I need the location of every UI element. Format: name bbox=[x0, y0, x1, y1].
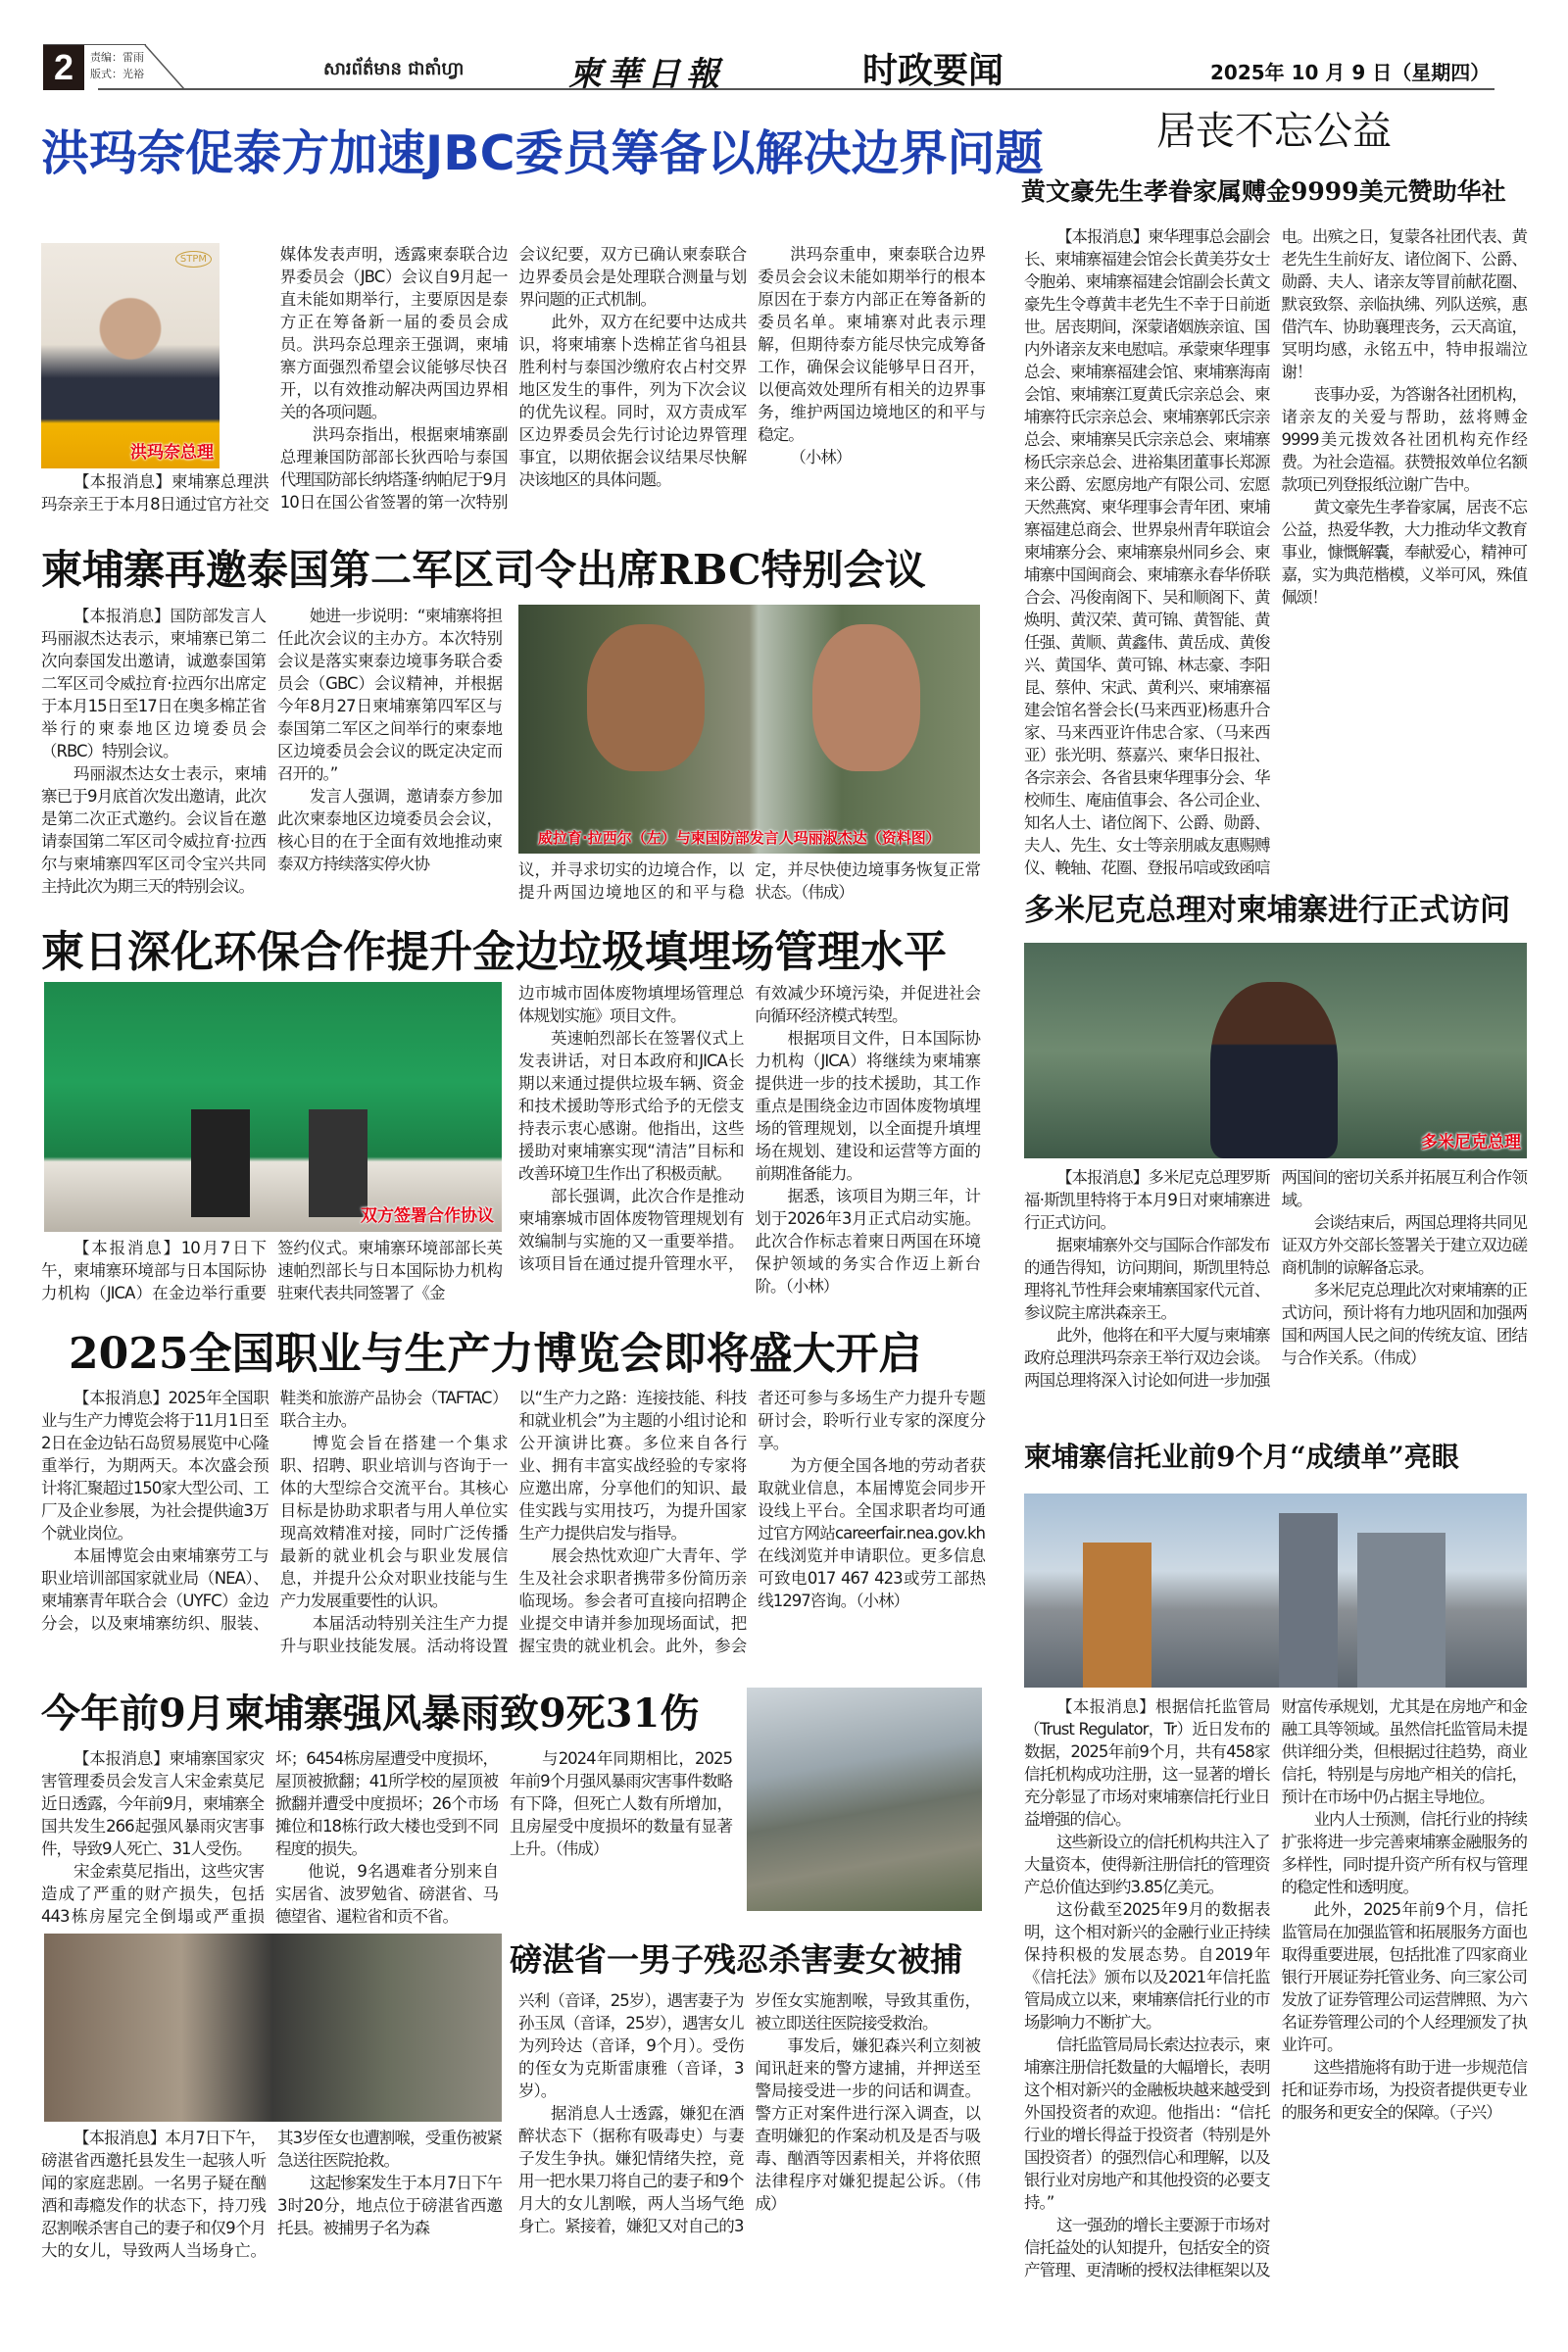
section-title: 时政要闻 bbox=[862, 51, 1004, 91]
article-paragraph: 会谈结束后，两国总理将共同见证双方外交部长签署关于建立双边磋商机制的谅解备忘录。 bbox=[1281, 1213, 1527, 1277]
article-paragraph: 部长强调，此次合作是推动柬埔寨城市固体废物管理规划有效编制与实施的又一重要举措。该项目旨在通过提升管理水平，有效减少环境污染，并促进社会向循环经济模式转型。 bbox=[518, 984, 980, 1273]
article-paragraph: 丧事办妥，为答谢各社团机构，诸亲友的关爱与帮助，兹将赙金9999美元拨效各社团机构充作经费。为社会造福。获赞报效单位名额款项已列登报纸泣谢广告中。 bbox=[1281, 385, 1527, 494]
photo-building bbox=[1083, 1543, 1152, 1688]
article-paragraph: 洪玛奈重申，柬泰联合边界委员会会议未能如期举行的根本原因在于泰方内部正在筹备新的委员名单。柬埔寨对此表示理解，但期待泰方能尽快完成筹备工作，确保会议能够早日召开，以便高效处理所有相关的边界事务，维护两国边境地区的和平与稳定。 bbox=[758, 245, 985, 444]
article-paragraph: 【本报消息】柬埔寨总理洪玛奈亲王于本月8日通过官方社交媒体发表声明，透露柬泰联合边界委员会（JBC）会议自9月起一直未能如期举行，主要原因是泰方正在筹备新一届的委员会成员。洪玛奈总理亲王强调，柬埔寨方面强烈希望会议能够尽快召开，以有效推动解决两国边界相关的各项问题。 bbox=[41, 245, 508, 514]
article-a4-body bbox=[41, 1387, 985, 1676]
article-paragraph: 宋金索莫尼指出，这些灾害造成了严重的财产损失，包括443栋房屋完全倒塌或严重损坏；6454栋房屋遭受中度损坏，屋顶被掀翻；41所学校的屋顶被掀翻并遭受中度损坏；26个市场摊位和18栋行政大楼也受到不同程度的损失。 bbox=[41, 1749, 498, 1926]
article-a3-body-left bbox=[41, 1237, 502, 1313]
article-paragraph: 英速帕烈部长在签署仪式上发表讲话，对日本政府和JICA长期以来通过提供垃圾车辆、资金和技术援助等形式给予的无偿支持表示衷心感谢。他指出，这些援助对柬埔寨实现“清洁”目标和改善环境卫生作出了积极贡献。 bbox=[518, 1029, 744, 1183]
article-paragraph: 这些新设立的信托机构共注入了大量资本，使得新注册信托的管理资产总价值达到约3.85亿美元。 bbox=[1024, 1833, 1270, 1896]
editor-credits bbox=[90, 49, 144, 82]
photo-crime-scene bbox=[44, 1934, 502, 2122]
article-paragraph: 发言人强调，邀请泰方参加此次柬泰地区边境委员会会议，核心目的在于全面有效地推动柬泰双方持续落实停火协 bbox=[277, 787, 502, 873]
article-paragraph: 信托监管局局长索达拉表示，柬埔寨注册信托数量的大幅增长，表明这个相对新兴的金融板块越来越受到外国投资者的欢迎。他指出：“信托行业的增长得益于投资者（特别是外国投资者）的强烈信心和理解，以及银行业对房地产和其他投资的必要支持。” bbox=[1024, 2035, 1270, 2212]
headline-a4: 2025全国职业与生产力博览会即将盛大开启 bbox=[69, 1329, 922, 1379]
article-a2-body-left bbox=[41, 605, 502, 910]
article-paragraph: 此外，2025年前9个月，信托监管局在加强监管和拓展服务方面也取得重要进展，包括批准了四家商业银行开展证券托管业务、向三家公司发放了证券管理公司运营牌照、为六名证券管理公司的个人经理颁发了执业许可。 bbox=[1281, 1900, 1527, 2054]
article-paragraph: 他说，9名遇难者分别来自实居省、波罗勉省、磅湛省、马德望省、暹粒省和贡不省。 bbox=[275, 1862, 498, 1926]
article-paragraph: 这份截至2025年9月的数据表明，这个相对新兴的金融行业正持续保持积极的发展态势。自2019年《信托法》颁布以及2021年信托监管局成立以来，柬埔寨信托行业的市场影响力不断扩大。 bbox=[1024, 1900, 1270, 2032]
photo-storm-damage bbox=[747, 1688, 982, 1911]
page-number: 2 bbox=[43, 45, 84, 90]
article-a6-body-left bbox=[41, 2127, 502, 2274]
photo-caption: 威拉育·拉西尔（左）与柬国防部发言人玛丽淑杰达（资料图） bbox=[538, 829, 941, 847]
article-paragraph: 【本报消息】国防部发言人玛丽淑杰达表示，柬埔寨已第二次向泰国发出邀请，诚邀泰国第二军区司令威拉育·拉西尔出席定于本月15日至17日在奥多棉芷省举行的柬泰地区边境委员会（RBC）特别会议。 bbox=[41, 607, 266, 760]
headline-r2: 多米尼克总理对柬埔寨进行正式访问 bbox=[1024, 893, 1510, 928]
article-paragraph: 议，并寻求切实的边境合作，以提升两国边境地区的和平与稳定，并尽快使边境事务恢复正常状态。（伟成） bbox=[518, 860, 980, 902]
photo-city-skyline bbox=[1024, 1494, 1527, 1688]
article-paragraph: 她进一步说明：“柬埔寨将担任此次会议的主办方。本次特别会议是落实柬泰边境事务联合委员会（GBC）会议精神，并根据今年8月27日柬埔寨第四军区与泰国第二军区之间举行的柬泰地区边境委员会会议的既定决定而召开的。” bbox=[277, 607, 502, 783]
article-paragraph: 博览会旨在搭建一个集求职、招聘、职业培训与咨询于一体的大型综合交流平台。其核心目标是协助求职者与用人单位实现高效精准对接，同时广泛传播最新的就业机会与职业发展信息，并提升公众对职业技能与生产力发展重要性的认识。 bbox=[279, 1434, 508, 1610]
photo-figure-right bbox=[812, 624, 920, 771]
article-r2-body bbox=[1024, 1166, 1527, 1416]
article-paragraph: 玛丽淑杰达女士表示，柬埔寨已于9月底首次发出邀请，此次是第二次正式邀约。会议旨在邀请泰国第二军区司令威拉育·拉西尔与柬埔寨四军区司令宝兴共同主持此次为期三天的特别会议。 bbox=[41, 764, 266, 896]
headline-r1: 黄文豪先生孝眷家属赙金9999美元赞助华社 bbox=[1021, 177, 1506, 206]
article-paragraph: 兴利（音译，25岁），遇害妻子为孙玉凤（音译，25岁），遇害女儿为列玲达（音译，9个月）。受伤的侄女为克斯雷康雅（音译，3岁）。 bbox=[518, 1991, 744, 2100]
article-paragraph: 此外，双方在纪要中达成共识，将柬埔寨卜迭棉芷省乌祖县胜利村与泰国沙缴府农占村交界地区发生的事件，列为下次会议的优先议程。同时，双方责成军区边界委员会先行讨论边界管理事宜，以期依据会议结果尽快解决该地区的具体问题。 bbox=[518, 313, 747, 489]
photo-figure-left bbox=[191, 1109, 250, 1217]
masthead-khmer: សារព័ត៌មាន ជាតាំហ្វា bbox=[323, 59, 465, 79]
article-paragraph: 为方便全国各地的劳动者获取就业信息，本届博览会同步开设线上平台。全国求职者均可通过官方网站careerfair.nea.gov.kh在线浏览并申请职位。更多信息可致电017 467 423或劳工部热线1297咨询。（小林） bbox=[758, 1456, 985, 1610]
headline-a2: 柬埔寨再邀泰国第二军区司令出席RBC特别会议 bbox=[41, 546, 926, 594]
layout-name: 版式：光裕 bbox=[90, 68, 144, 80]
photo-dominica-pm bbox=[1024, 943, 1527, 1158]
headline-a1: 洪玛奈促泰方加速JBC委员筹备以解决边界问题 bbox=[41, 125, 1044, 181]
article-paragraph: 事发后，嫌犯森兴利立刻被闻讯赶来的警方逮捕，并押送至警局接受进一步的问话和调查。警方正对案件进行深入调查，以查明嫌犯的作案动机及是否与吸毒、酗酒等因素相关，并将依照法律程序对嫌犯提起公诉。（伟成） bbox=[755, 2036, 980, 2213]
article-paragraph: 洪玛奈指出，根据柬埔寨副总理兼国防部部长狄西哈与泰国代理国防部长纳塔蓬·纳帕尼于9月10日在国公省签署的第一次特别会议纪要，双方已确认柬泰联合边界委员会是处理联合测量与划界问题的正式机制。 bbox=[279, 245, 747, 512]
article-paragraph: 业内人士预测，信托行业的持续扩张将进一步完善柬埔寨金融服务的多样性，同时提升资产所有权与管理的稳定性和透明度。 bbox=[1281, 1810, 1527, 1896]
headline-a5: 今年前9月柬埔寨强风暴雨致9死31伤 bbox=[41, 1690, 700, 1737]
photo-caption: 多米尼克总理 bbox=[1421, 1133, 1521, 1152]
masthead-logo: 柬華日報 bbox=[568, 55, 725, 94]
article-r1-body bbox=[1024, 225, 1527, 882]
headline-r3: 柬埔寨信托业前9个月“成绩单”亮眼 bbox=[1024, 1441, 1459, 1473]
article-paragraph: 【本报消息】柬华理事总会副会长、柬埔寨福建会馆会长黄美芬女士令胞弟、柬埔寨福建会馆副会长黄文豪先生令尊黄丰老先生不幸于日前逝世。居丧期间，深蒙诸姻族亲谊、国内外诸亲友来电慰唁。承蒙柬华理事总会、柬埔寨福建会馆、柬埔寨海南会馆、柬埔寨江夏黄氏宗亲总会、柬埔寨符氏宗亲总会、柬埔寨郭氏宗亲总会、柬埔寨吴氏宗亲总会、柬埔寨杨氏宗亲总会、进裕集团董事长郑源来公爵、宏愿房地产有限公司、宏愿天然燕窝、柬华理事会青年团、柬埔寨福建总商会、世界泉州青年联谊会柬埔寨分会、柬埔寨泉州同乡会、柬埔寨中国闽商会、柬埔寨永春华侨联合会、冯俊南阁下、吴和顺阁下、黄焕明、黄汉荣、黄可锦、黄智能、黄任强、黄顺、黄鑫伟、黄岳成、黄俊兴、黄国华、黄可锦、林志豪、李阳昆、蔡仲、宋武、黄利兴、柬埔寨福建会馆名誉会长(马来西亚)杨惠升合家、马来西亚许伟忠合家、（马来西亚）张光明、蔡嘉兴、柬华日报社、各宗亲会、各省县柬华理事分会、华校师生、庵庙值事会、各公司企业、知名人士、诸位阁下、公爵、勋爵、夫人、先生、女士等亲朋戚友惠赐赙仪、輓轴、花圈、登报吊唁或致函唁电。出殡之日，复蒙各社团代表、黄老先生生前好友、诸位阁下、公爵、勋爵、夫人、诸亲友等冒前献花圈、默哀致祭、亲临执绋、列队送殡，惠借汽车、协助襄理丧务，云天高谊，冥明均感，永铭五中，特申报端泣谢！ bbox=[1024, 227, 1527, 877]
photo-figure-left bbox=[587, 624, 705, 771]
article-paragraph: 【本报消息】2025年全国职业与生产力博览会将于11月1日至2日在金边钻石岛贸易展览中心隆重举行，为期两天。本次盛会预计将汇聚超过150家大型公司、工厂及企业参展，为社会提供逾3万个就业岗位。 bbox=[41, 1389, 269, 1543]
headline-a6: 磅湛省一男子残忍杀害妻女被捕 bbox=[510, 1940, 962, 1979]
article-a5-body bbox=[41, 1747, 732, 1928]
article-paragraph: 黄文豪先生孝眷家属，居丧不忘公益，热爱华教，大力推动华文教育事业，慷慨解囊，奉献爱心，精神可嘉，实为典范楷模，义举可风，殊值佩颂！ bbox=[1281, 498, 1527, 607]
photo-figure-right bbox=[309, 1109, 368, 1217]
article-paragraph: 这些措施将有助于进一步规范信托和证券市场，为投资者提供更专业的服务和更安全的保障。（子兴） bbox=[1281, 2058, 1527, 2122]
article-paragraph: 这一强劲的增长主要源于市场对信托益处的认知提升，包括安全的资产管理、更清晰的授权法律框架以及财富传承规划，尤其是在房地产和金融工具等领域。虽然信托监管局未提供详细分类，但根据过往趋势，商业信托，特别是与房地产相关的信托，预计在市场中仍占据主导地位。 bbox=[1024, 1697, 1527, 2279]
article-paragraph: 本届博览会由柬埔寨劳工与职业培训部国家就业局（NEA）、柬埔寨青年联合会（UYFC）金边分会，以及柬埔寨纺织、服装、鞋类和旅游产品协会（TAFTAC）联合主办。 bbox=[41, 1389, 508, 1633]
article-a2-body-right bbox=[518, 858, 980, 909]
article-paragraph: 【本报消息】柬埔寨国家灾害管理委员会发言人宋金索莫尼近日透露，今年前9月，柬埔寨全国共发生266起强风暴雨灾害事件，导致9人死亡、31人受伤。 bbox=[41, 1749, 264, 1858]
article-r3-body bbox=[1024, 1695, 1527, 2283]
article-a3-body-right bbox=[518, 982, 980, 1315]
article-paragraph: 根据项目文件，日本国际协力机构（JICA）将继续为柬埔寨提供进一步的技术援助，其工作重点是围绕金边市固体废物填埋场的管理规划，以全面提升填埋场在规划、建设和运营等方面的前期准备能力。 bbox=[755, 1029, 980, 1183]
article-paragraph: 【本报消息】10月7日下午，柬埔寨环境部与日本国际协力机构（JICA）在金边举行重要签约仪式。柬埔寨环境部部长英速帕烈部长与日本国际协力机构驻柬代表共同签署了《金 bbox=[41, 1239, 502, 1302]
article-a1-body bbox=[41, 243, 985, 527]
article-paragraph: 【本报消息】根据信托监管局（Trust Regulator，Tr）近日发布的数据，2025年前9个月，共有458家信托机构成功注册，这一显著的增长充分彰显了市场对柬埔寨信托行业日益增强的信心。 bbox=[1024, 1697, 1270, 1829]
article-paragraph: 边市城市固体废物填埋场管理总体规划实施》项目文件。 bbox=[518, 984, 744, 1025]
photo-caption: 双方签署合作协议 bbox=[361, 1206, 494, 1226]
article-paragraph: 据柬埔寨外交与国际合作部发布的通告得知，访问期间，斯凯里特总理将礼节性拜会柬埔寨国家代元首、参议院主席洪森亲王。 bbox=[1024, 1236, 1270, 1322]
issue-date: 2025年 10 月 9 日（星期四） bbox=[1210, 61, 1491, 84]
photo-figure bbox=[1210, 982, 1338, 1158]
photo-signing-ceremony bbox=[44, 982, 502, 1232]
article-paragraph: 展会热忱欢迎广大青年、学生及社会求职者携带多份简历亲临现场。参会者可直接向招聘企业提交申请并参加现场面试，把握宝贵的就业机会。此外，参会者还可参与多场生产力提升专题研讨会，聆听行业专家的深度分享。 bbox=[518, 1389, 985, 1655]
header-rule bbox=[98, 88, 1494, 90]
article-paragraph: 多米尼克总理此次对柬埔寨的正式访问，预计将有力地巩固和加强两国和两国人民之间的传统友谊、团结与合作关系。（伟成） bbox=[1281, 1281, 1527, 1367]
article-paragraph: 此外，他将在和平大厦与柬埔寨政府总理洪玛奈亲王举行双边会谈。两国总理将深入讨论如何进一步加强两国间的密切关系并拓展互利合作领域。 bbox=[1024, 1168, 1527, 1390]
header-diagonal-rule bbox=[137, 45, 255, 90]
article-paragraph: 与2024年同期相比，2025年前9个月强风暴雨灾害事件数略有下降，但死亡人数有所增加，且房屋受中度损坏的数量有显著上升。（伟成） bbox=[510, 1749, 732, 1858]
photo-watermark: STPM bbox=[175, 251, 212, 268]
article-a6-body-right bbox=[518, 1989, 980, 2276]
article-paragraph: （小林） bbox=[790, 448, 852, 466]
photo-caption: 洪玛奈总理 bbox=[130, 443, 214, 463]
article-paragraph: 据消息人士透露，嫌犯在酒醉状态下（据称有吸毒史）与妻子发生争执。嫌犯情绪失控，竟用一把水果刀将自己的妻子和9个月大的女儿割喉，两人当场气绝身亡。紧接着，嫌犯又对自己的3岁侄女实施割喉，导致其重伤，被立即送往医院接受救治。 bbox=[518, 1991, 980, 2235]
photo-commanders bbox=[518, 605, 980, 854]
article-paragraph: 这起惨案发生于本月7日下午3时20分，地点位于磅湛省西邀托县。被捕男子名为森 bbox=[277, 2174, 502, 2237]
kicker-r1: 居丧不忘公益 bbox=[1156, 109, 1392, 154]
article-paragraph: 本届活动特别关注生产力提升与职业技能发展。活动将设置以“生产力之路：连接技能、科技和就业机会”为主题的小组讨论和公开演讲比赛。多位来自各行业、拥有丰富实战经验的专家将应邀出席，分享他们的知识、最佳实践与实用技巧，为提升国家生产力提供启发与指导。 bbox=[279, 1389, 747, 1655]
article-paragraph: 【本报消息】多米尼克总理罗斯福·斯凯里特将于本月9日对柬埔寨进行正式访问。 bbox=[1024, 1168, 1270, 1232]
photo-building bbox=[1357, 1533, 1446, 1688]
article-paragraph: 【本报消息】本月7日下午，磅湛省西邀托县发生一起骇人听闻的家庭悲剧。一名男子疑在酗酒和毒瘾发作的状态下，持刀残忍割喉杀害自己的妻子和仅9个月大的女儿，导致两人当场身亡。其3岁侄女也遭割喉，受重伤被紧急送往医院抢救。 bbox=[41, 2129, 502, 2260]
article-paragraph: 据悉，该项目为期三年，计划于2026年3月正式启动实施。此次合作标志着柬日两国在环境保护领域的务实合作迈上新台阶。（小林） bbox=[755, 1187, 980, 1296]
photo-building bbox=[1279, 1513, 1338, 1688]
editor-name: 责编：雷雨 bbox=[90, 51, 144, 64]
headline-a3: 柬日深化环保合作提升金边垃圾填埋场管理水平 bbox=[41, 927, 947, 977]
